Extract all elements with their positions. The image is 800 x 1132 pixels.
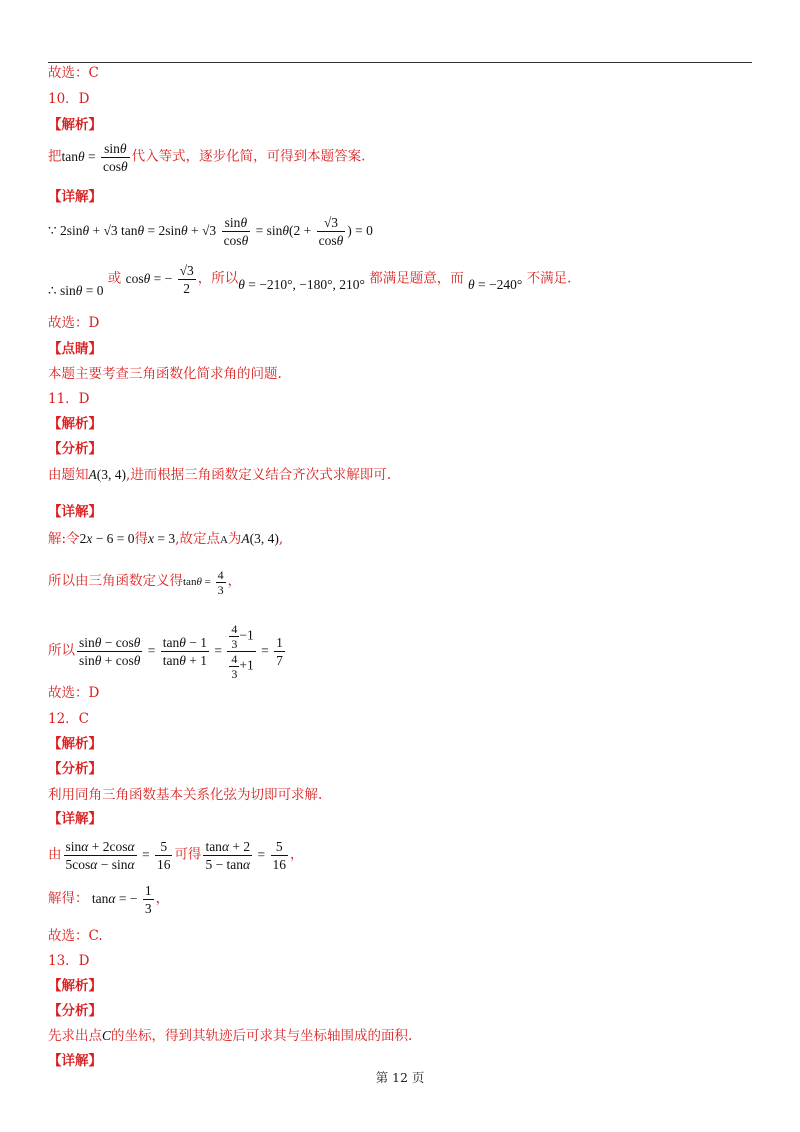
- q11-tag-analysis: 【解析】: [48, 416, 102, 432]
- q10-header: 10．D: [48, 91, 90, 107]
- q10-analysis: [48, 140, 365, 175]
- q12-tag-analysis: 【解析】: [48, 736, 102, 752]
- q11-fenxi: 由题知A(3, 4),进而根据三角函数定义结合齐次式求解即可.: [48, 467, 392, 483]
- q12-header: 12．C: [48, 711, 90, 727]
- q10-analysis-pre: 把: [48, 148, 62, 165]
- q12-fenxi: 利用同角三角函数基本关系化弦为切即可求解.: [48, 787, 323, 803]
- page-footer: 第 12 页: [375, 1070, 425, 1085]
- q13-tag-detail: 【详解】: [48, 1053, 102, 1069]
- q11-detail-1: 解:令2x − 6 = 0得x = 3,故定点A为A(3, 4),: [48, 531, 284, 547]
- q11-tag-detail: 【详解】: [48, 504, 102, 520]
- q13-fenxi: 先求出点C的坐标，得到其轨迹后可求其与坐标轴围成的面积.: [48, 1028, 413, 1044]
- q10-tag-detail: 【详解】: [48, 189, 102, 205]
- q11-header: 11．D: [48, 391, 90, 407]
- q13-tag-analysis: 【解析】: [48, 978, 102, 994]
- q10-tag-comment: 【点睛】: [48, 341, 102, 357]
- header-rule: [48, 62, 752, 63]
- q10-tag-analysis: 【解析】: [48, 117, 102, 133]
- q13-header: 13．D: [48, 953, 90, 969]
- q11-detail-3: 所以 $\frac{\sin\theta - \cos\theta}{\sin\theta + \cos\theta}$ = $\frac{\tan\theta - 1}{\tan\theta + 1}$ = $\frac{4}{3}$ −1 $\frac{4}{3}$ +1 = $\frac{1}{7}$: [48, 622, 283, 681]
- q10-comment: 本题主要考查三角函数化简求角的问题.: [48, 366, 282, 382]
- q11-tag-fenxi: 【分析】: [48, 441, 102, 457]
- q12-tag-detail: 【详解】: [48, 811, 102, 827]
- q12-detail-1: 由 $\frac{\sin\alpha + 2\cos\alpha}{5\cos\alpha - \sin\alpha}$ = $\frac{5}{16}$ 可得 $\frac{\tan\alpha + 2}{5 - \tan\alpha}$ = $\frac{5}{16}$ ，: [48, 839, 304, 872]
- q13-tag-fenxi: 【分析】: [48, 1003, 102, 1019]
- q10-analysis-formula: tanθ = $\frac{\sin\theta}{\cos\theta}$: [61, 141, 128, 174]
- q12-answer: 故选：C.: [48, 928, 103, 944]
- q9-answer: 故选：C: [48, 65, 99, 81]
- q10-answer: 故选：D: [48, 315, 100, 331]
- q10-step1: ∵ 2sinθ + √3 tanθ = 2sinθ + √3 $\frac{\sin\theta}{\cos\theta}$ = sinθ(2 + $\frac{√3}{\cos\theta}$ ) = 0: [48, 215, 373, 248]
- q10-analysis-post: 代入等式，逐步化简，可得到本题答案.: [131, 148, 366, 165]
- q12-tag-fenxi: 【分析】: [48, 761, 102, 777]
- q12-detail-2: 解得： tanα = − $\frac{1}{3}$ ，: [48, 883, 170, 916]
- q10-step2: ∴ sinθ = 0 或 cosθ = − $\frac{√3}{2}$ ，所以θ = −210°, −180°, 210° 都满足题意，而 θ = −240° 不满足.: [48, 263, 572, 298]
- q11-detail-2: 所以由三角函数定义得tanθ = $\frac{4}{3}$ ，: [48, 568, 242, 597]
- q11-answer: 故选：D: [48, 685, 100, 701]
